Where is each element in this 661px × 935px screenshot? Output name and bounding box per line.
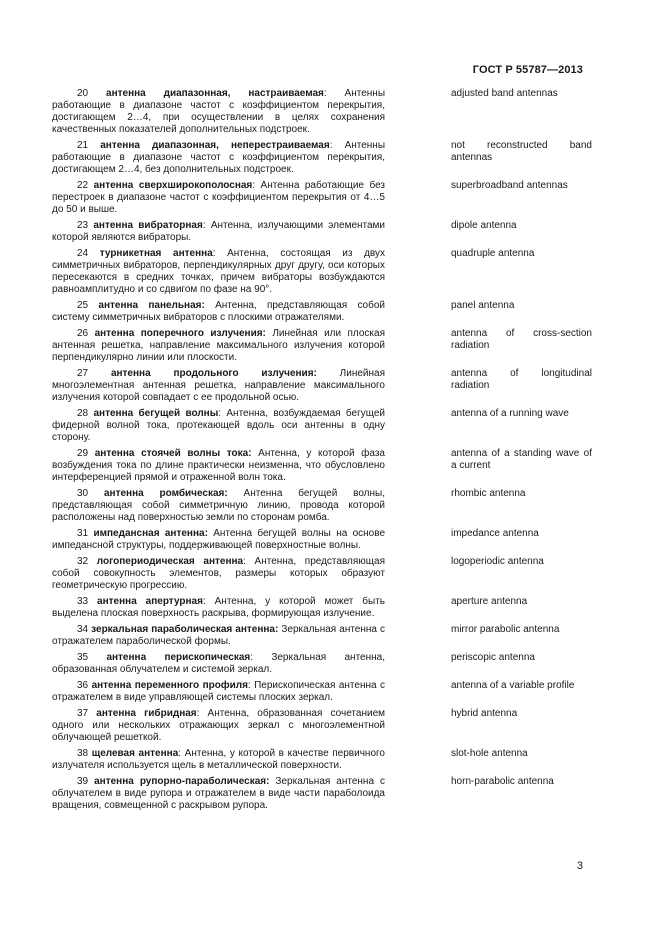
term-name: антенна поперечного излучения: [94, 328, 266, 339]
term-entry [52, 624, 592, 648]
term-english-equivalent: antenna of a variable profile [451, 680, 575, 691]
term-separator: : [247, 680, 251, 691]
term-entry [52, 300, 592, 324]
term-definition-text: Зеркальная антенна с облучателем в виде рупора и отражателем в виде части параболоида вращения, совмещенной с раскрывом рупора. [52, 776, 386, 811]
term-entry [52, 556, 592, 592]
term-number: 24 [77, 248, 89, 259]
term-name: антенна переменного профиля [91, 680, 248, 691]
term-entry [52, 776, 592, 812]
term-definition-ru [52, 528, 385, 552]
term-english-equivalent: antenna of a running wave [451, 408, 569, 419]
term-english-equivalent: superbroadband antennas [451, 180, 568, 191]
term-english-equivalent: logoperiodic antenna [451, 556, 544, 567]
term-name: антенна сверхширокополосная [93, 180, 253, 191]
term-number: 34 [77, 624, 89, 635]
term-name: антенна перископическая [106, 652, 251, 663]
term-definition-ru [52, 596, 385, 620]
term-english-equivalent: slot-hole antenna [451, 748, 528, 759]
term-english-equivalent: aperture antenna [451, 596, 528, 607]
term-english-equivalent: rhombic antenna [451, 488, 526, 499]
terms-list [52, 88, 592, 816]
term-number: 22 [77, 180, 89, 191]
term-number: 39 [77, 776, 89, 787]
term-separator: : [329, 140, 333, 151]
term-number: 29 [77, 448, 89, 459]
term-entry [52, 708, 592, 744]
term-separator: : [202, 596, 206, 607]
term-definition-text: Антенна бегущей волны на основе импедансной структуры, поддерживающей поверхностные волны. [52, 528, 386, 551]
term-number: 31 [77, 528, 89, 539]
term-name: антенна апертурная [97, 596, 203, 607]
term-number: 25 [77, 300, 89, 311]
term-definition-text: Линейная или плоская антенная решетка, направление максимального излучения которой перпендикулярно линии или плоскости. [52, 328, 386, 363]
term-definition-ru [52, 748, 385, 772]
term-definition-ru [52, 328, 385, 364]
term-number: 35 [77, 652, 89, 663]
term-name: импедансная антенна: [93, 528, 208, 539]
term-definition-text: Антенна, образованная сочетанием одного или нескольких отражающих зеркал с многоэлементной облучающей решеткой. [52, 708, 386, 743]
term-definition-ru [52, 140, 385, 176]
term-definition-text: Антенна, у которой фаза возбуждения тока по длине практически неизменна, что обусловлено интерференцией прямой и отраженной волн тока. [52, 448, 385, 483]
term-definition-text: Антенны работающие в диапазоне частот с коэффициентом перекрытия, достигающем 2…4, без дополнительных подстроек. [52, 140, 386, 175]
term-definition-text: Антенна, возбуждаемая бегущей фидерной волной тока, протекающей вдоль оси антенны в одну сторону. [52, 408, 385, 443]
term-entry [52, 596, 592, 620]
term-entry [52, 248, 592, 296]
term-entry [52, 328, 592, 364]
term-definition-ru [52, 448, 385, 484]
term-definition-text: Зеркальная антенна с отражателем параболической формы. [52, 624, 386, 647]
term-definition-text: Линейная многоэлементная антенная решетка, направление максимального излучения которой совпадает с ее продольной осью. [52, 368, 385, 403]
term-definition-ru [52, 368, 385, 404]
term-entry [52, 140, 592, 176]
term-entry [52, 488, 592, 524]
term-number: 30 [77, 488, 89, 499]
standard-designation: ГОСТ Р 55787—2013 [472, 64, 583, 76]
term-name: антенна диапазонная, настраиваемая [106, 88, 324, 99]
term-definition-ru [52, 624, 385, 648]
term-name: щелевая антенна [91, 748, 179, 759]
term-entry [52, 408, 592, 444]
term-definition-ru [52, 88, 385, 136]
term-definition-text: Антенна бегущей волны, представляющая собой симметричную линию, провода которой расположены над поверхностью земли по сторонам ромба. [52, 488, 386, 523]
term-name: антенна гибридная [96, 708, 197, 719]
term-definition-text: Антенна, состоящая из двух симметричных вибраторов, перпендикулярных друг другу, оси которых пересекаются в средних точках, причем вибраторы возбуждаются равноамплитудно и со сдвигом по фазе на 90°. [52, 248, 386, 295]
term-name: антенна продольного излучения: [110, 368, 317, 379]
term-separator: : [252, 180, 256, 191]
term-entry [52, 88, 592, 136]
term-number: 32 [77, 556, 89, 567]
term-name: антенна стоячей волны тока: [94, 448, 252, 459]
term-definition-ru [52, 180, 385, 216]
term-separator: : [323, 88, 327, 99]
term-definition-ru [52, 408, 385, 444]
term-name: антенна диапазонная, неперестраиваемая [100, 140, 330, 151]
term-definition-text: Антенна, представляющая собой совокупность элементов, размеры которых образуют геометрическую прогрессию. [52, 556, 385, 591]
term-separator: : [243, 556, 246, 567]
term-number: 28 [77, 408, 89, 419]
term-definition-text: Антенна, у которой в качестве первичного излучателя используется щель в металлической поверхности. [52, 748, 385, 771]
term-entry [52, 220, 592, 244]
term-entry [52, 180, 592, 216]
term-number: 37 [77, 708, 89, 719]
term-definition-text: Антенна, представляющая собой систему симметричных вибраторов с плоскими отражателями. [52, 300, 385, 323]
term-definition-ru [52, 652, 385, 676]
term-number: 33 [77, 596, 89, 607]
term-english-equivalent: adjusted band antennas [451, 88, 558, 99]
term-separator: : [178, 748, 182, 759]
term-number: 20 [77, 88, 89, 99]
term-name: логопериодическая антенна [96, 556, 244, 567]
term-definition-text: Зеркальная антенна, образованная облучателем и системой зеркал. [52, 652, 385, 675]
term-english-equivalent: periscopic antenna [451, 652, 535, 663]
term-english-equivalent: antenna of a standing wave of a current [451, 448, 592, 471]
term-entry [52, 528, 592, 552]
term-number: 38 [77, 748, 89, 759]
term-name: антенна бегущей волны [93, 408, 219, 419]
term-separator: : [218, 408, 222, 419]
term-number: 21 [77, 140, 89, 151]
term-name: турникетная антенна [99, 248, 213, 259]
term-entry [52, 680, 592, 704]
term-separator: : [212, 248, 216, 259]
term-entry [52, 448, 592, 484]
term-definition-text: Перископическая антенна с отражателем в виде управляющей системы плоских зеркал. [52, 680, 385, 703]
term-number: 27 [77, 368, 89, 379]
term-english-equivalent: antenna of longitudinal radiation [451, 368, 592, 391]
term-english-equivalent: not reconstructed band antennas [451, 140, 592, 163]
term-number: 23 [77, 220, 89, 231]
term-definition-text: Антенна, у которой может быть выделена плоская поверхность раскрыва, формирующая излучение. [52, 596, 386, 619]
term-definition-ru [52, 300, 385, 324]
term-name: антенна панельная: [98, 300, 205, 311]
term-definition-ru [52, 248, 385, 296]
term-definition-ru [52, 220, 385, 244]
term-definition-ru [52, 708, 385, 744]
term-english-equivalent: horn-parabolic antenna [451, 776, 554, 787]
term-name: антенна вибраторная [93, 220, 203, 231]
term-name: антенна ромбическая: [103, 488, 228, 499]
term-separator: : [250, 652, 254, 663]
term-english-equivalent: panel antenna [451, 300, 515, 311]
term-definition-ru [52, 680, 385, 704]
term-english-equivalent: hybrid antenna [451, 708, 518, 719]
term-definition-text: Антенны работающие в диапазоне частот с коэффициентом перекрытия, достигающем 2…4, при осуществлении в целях сохранения качественных показателей дополнительных подстроек. [52, 88, 386, 135]
term-definition-ru [52, 556, 385, 592]
term-english-equivalent: quadruple antenna [451, 248, 535, 259]
term-separator: : [196, 708, 200, 719]
term-number: 36 [77, 680, 89, 691]
term-number: 26 [77, 328, 89, 339]
term-entry [52, 748, 592, 772]
page-number: 3 [576, 860, 583, 872]
term-english-equivalent: antenna of cross-section radiation [451, 328, 592, 351]
term-name: зеркальная параболическая антенна: [91, 624, 279, 635]
term-definition-ru [52, 776, 385, 812]
term-definition-text: Антенна работающие без перестроек в диапазоне частот с коэффициентом перекрытия от 4…5 до 50 и выше. [52, 180, 386, 215]
term-name: антенна рупорно-параболическая: [94, 776, 270, 787]
term-entry [52, 652, 592, 676]
term-definition-ru [52, 488, 385, 524]
term-english-equivalent: mirror parabolic antenna [451, 624, 560, 635]
term-definition-text: Антенна, излучающими элементами которой являются вибраторы. [52, 220, 386, 243]
term-entry [52, 368, 592, 404]
term-separator: : [202, 220, 206, 231]
term-english-equivalent: impedance antenna [451, 528, 539, 539]
term-english-equivalent: dipole antenna [451, 220, 517, 231]
